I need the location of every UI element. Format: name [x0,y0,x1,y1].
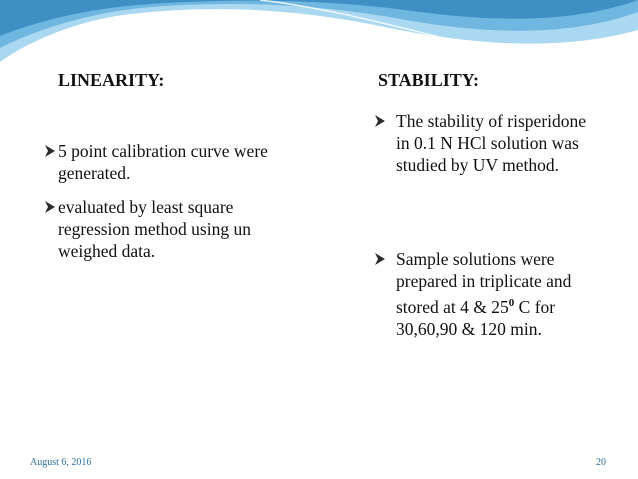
footer-date: August 6, 2016 [30,457,92,468]
linearity-bullet-2 [44,196,304,262]
stability-bullet-2-text-tail: C for 30,60,90 & 120 min. [396,296,556,339]
linearity-bullet-1 [44,140,304,184]
header-wave-decoration [0,0,638,80]
stability-bullet-1 [374,110,614,176]
page-number: 20 [596,457,606,468]
stability-title: STABILITY: [378,70,480,90]
linearity-title: LINEARITY: [58,70,165,90]
stability-bullet-2-text [374,248,606,340]
stability-bullet-2-text-main: Sample solutions were prepared in triplicate and stored at 4 & 25 [396,249,572,317]
arrow-bullet-icon [44,144,56,158]
stability-bullet-2 [374,248,614,340]
stability-bullet-1-text: The stability of risperidone in 0.1 N HCl solution was studied by UV method. [396,111,587,175]
degree-superscript: 0 [508,297,515,309]
arrow-bullet-icon [374,252,386,266]
arrow-bullet-icon [44,200,56,214]
linearity-bullet-1-text: 5 point calibration curve were generated. [58,141,268,183]
arrow-bullet-icon [374,114,386,128]
linearity-bullet-2-text: evaluated by least square regression method using un weighed data. [58,197,251,261]
